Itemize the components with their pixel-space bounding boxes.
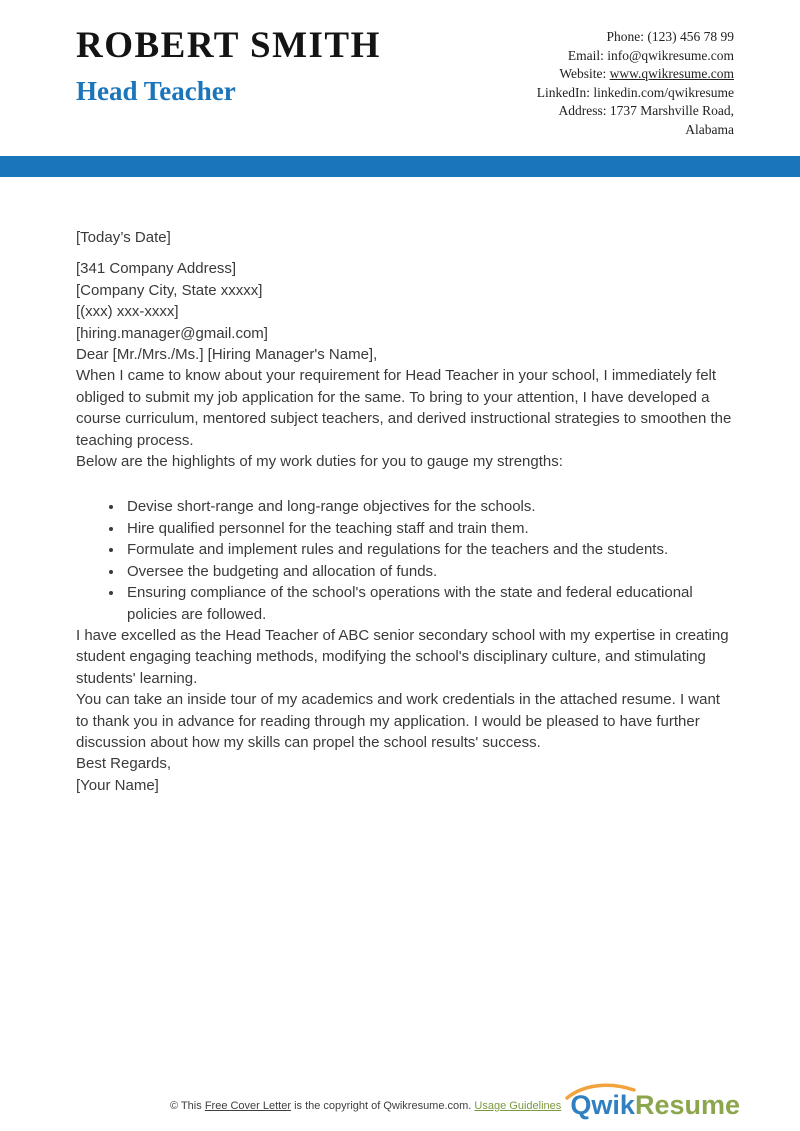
contact-website: [537, 65, 734, 84]
duty-item: • Ensuring compliance of the school's operations with the state and federal educational policies are followed.: [124, 582, 734, 625]
paragraph-highlights-lead: Below are the highlights of my work duties for you to gauge my strengths:: [76, 453, 563, 471]
website-link[interactable]: www.qwikresume.com: [609, 66, 734, 81]
contact-info: [537, 26, 734, 139]
duty-item: • Oversee the budgeting and allocation of funds.: [124, 561, 734, 582]
qwikresume-logo: [570, 1090, 740, 1120]
signature-placeholder: [Your Name]: [76, 776, 159, 794]
letter-body: [0, 177, 800, 796]
date-line: [Today’s Date]: [76, 229, 171, 246]
logo-text-resume: Resume: [634, 1090, 740, 1120]
duty-item: • Devise short-range and long-range objectives for the schools.: [124, 496, 734, 517]
accent-bar: [0, 156, 800, 177]
duties-list: [76, 496, 734, 624]
paragraph-closing: You can take an inside tour of my academics and work credentials in the attached resume. I want to thank you in advance for reading through my application. I would be pleased to have further discussion about how my skills can propel the school results' success.: [76, 691, 720, 751]
identity-block: [76, 26, 381, 107]
contact-phone: Phone: (123) 456 78 99: [606, 29, 734, 44]
contact-linkedin: LinkedIn: linkedin.com/qwikresume: [536, 84, 734, 100]
free-cover-letter-link[interactable]: Free Cover Letter: [204, 1100, 292, 1112]
contact-address-line2: Alabama: [685, 121, 734, 137]
paragraph-experience: I have excelled as the Head Teacher of ABC senior secondary school with my expertise in creating student engaging teaching methods, modifying the school's disciplinary culture, and stimulating students' learning.: [76, 626, 729, 687]
paragraph-intro: When I came to know about your requirement for Head Teacher in your school, I immediately felt obliged to submit my job application for the same. To bring to your attention, I have developed a course curriculum, mentored subject teachers, and derived instructional strategies to smoothen the teaching process.: [76, 367, 732, 449]
usage-guidelines-link[interactable]: Usage Guidelines: [474, 1100, 562, 1112]
copyright-prefix: © This: [170, 1100, 205, 1112]
duty-item: • Formulate and implement rules and regulations for the teachers and the students.: [124, 539, 734, 560]
recipient-line: [(xxx) xxx-xxxx]: [76, 303, 179, 321]
contact-email: Email: info@qwikresume.com: [567, 47, 734, 63]
duty-item: • Hire qualified personnel for the teaching staff and train them.: [124, 518, 734, 539]
copyright-middle: is the copyright of Qwikresume.com.: [291, 1100, 475, 1112]
job-title: Head Teacher: [76, 75, 236, 106]
recipient-block: [76, 258, 734, 344]
contact-website-label: Website:: [559, 66, 607, 81]
salutation: Dear [Mr./Mrs./Ms.] [Hiring Manager's Name],: [76, 346, 378, 364]
closing-line: Best Regards,: [76, 755, 172, 773]
recipient-line: [Company City, State xxxxx]: [76, 281, 263, 299]
copyright-line: [170, 1100, 561, 1112]
person-name: ROBERT SMITH: [76, 25, 381, 66]
contact-address-line1: Address: 1737 Marshville Road,: [558, 103, 734, 118]
recipient-line: [341 Company Address]: [76, 260, 237, 278]
logo-text-qwik: Qwik: [570, 1090, 635, 1120]
header: [0, 0, 800, 156]
recipient-line: [hiring.manager@gmail.com]: [76, 324, 268, 342]
